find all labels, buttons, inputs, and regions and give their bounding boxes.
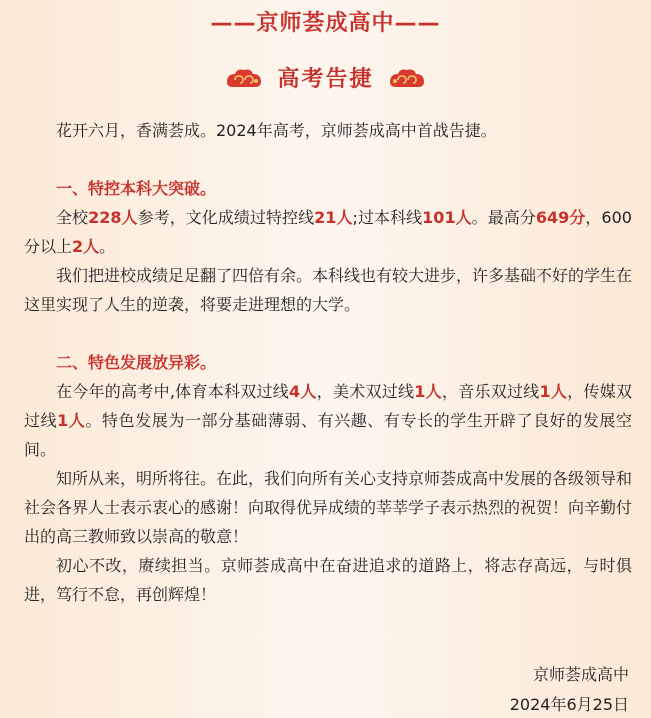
text-fragment: 。最高分 bbox=[471, 208, 536, 227]
text-fragment: ;过本科线 bbox=[352, 208, 423, 227]
text-fragment: 参考，文化成绩过特控线 bbox=[137, 208, 315, 227]
school-title: ——京师荟成高中—— bbox=[210, 11, 441, 36]
signature-school: 京师荟成高中 bbox=[532, 665, 629, 684]
section2-stats-paragraph bbox=[24, 377, 632, 464]
highlight-number: 101人 bbox=[422, 208, 472, 227]
text-fragment: 全校 bbox=[56, 208, 89, 227]
text-fragment: 。 bbox=[99, 237, 116, 256]
closing-paragraph: 初心不改，赓续担当。京师荟成高中在奋进追求的道路上，将志存高远，与时俱进，笃行不怠，再创辉煌！ bbox=[24, 556, 632, 604]
highlight-number: 1人 bbox=[57, 411, 86, 430]
section1-stats-paragraph bbox=[24, 203, 632, 261]
cloud-ornament-icon bbox=[225, 66, 263, 90]
highlight-number: 21人 bbox=[314, 208, 353, 227]
section2-heading: 二、特色发展放异彩。 bbox=[56, 353, 217, 372]
gratitude-paragraph: 知所从来，明所将往。在此，我们向所有关心支持京师荟成高中发展的各级领导和社会各界人士表示衷心的感谢！向取得优异成绩的莘莘学子表示热烈的祝贺！向辛勤付出的高三教师致以崇高的敬意！ bbox=[24, 469, 633, 546]
text-fragment: ，传媒双过线 bbox=[24, 382, 632, 430]
banner-title: 高考告捷 bbox=[277, 67, 374, 92]
text-fragment: 在今年的高考中,体育本科双过线 bbox=[56, 382, 290, 401]
text-fragment: ，音乐双过线 bbox=[441, 382, 540, 401]
highlight-number: 1人 bbox=[414, 382, 442, 401]
section1-heading: 一、特控本科大突破。 bbox=[56, 179, 217, 198]
text-fragment: 。特色发展为一部分基础薄弱、有兴趣、有专长的学生开辟了良好的发展空间。 bbox=[24, 411, 632, 459]
highlight-number: 649分 bbox=[535, 208, 586, 227]
article-body bbox=[24, 116, 632, 609]
highlight-number: 4人 bbox=[289, 382, 317, 401]
text-fragment: ，600分以上 bbox=[24, 208, 632, 256]
intro-paragraph: 花开六月，香满荟成。2024年高考，京师荟成高中首战告捷。 bbox=[56, 121, 497, 140]
highlight-number: 1人 bbox=[539, 382, 568, 401]
banner bbox=[0, 62, 651, 93]
highlight-number: 2人 bbox=[72, 237, 100, 256]
signature-date: 2024年6月25日 bbox=[509, 695, 629, 714]
cloud-ornament-icon bbox=[388, 66, 426, 90]
section1-progress-paragraph: 我们把进校成绩足足翻了四倍有余。本科线也有较大进步，许多基础不好的学生在这里实现了人生的逆袭，将要走进理想的大学。 bbox=[24, 266, 633, 314]
highlight-number: 228人 bbox=[88, 208, 138, 227]
text-fragment: ，美术双过线 bbox=[316, 382, 415, 401]
